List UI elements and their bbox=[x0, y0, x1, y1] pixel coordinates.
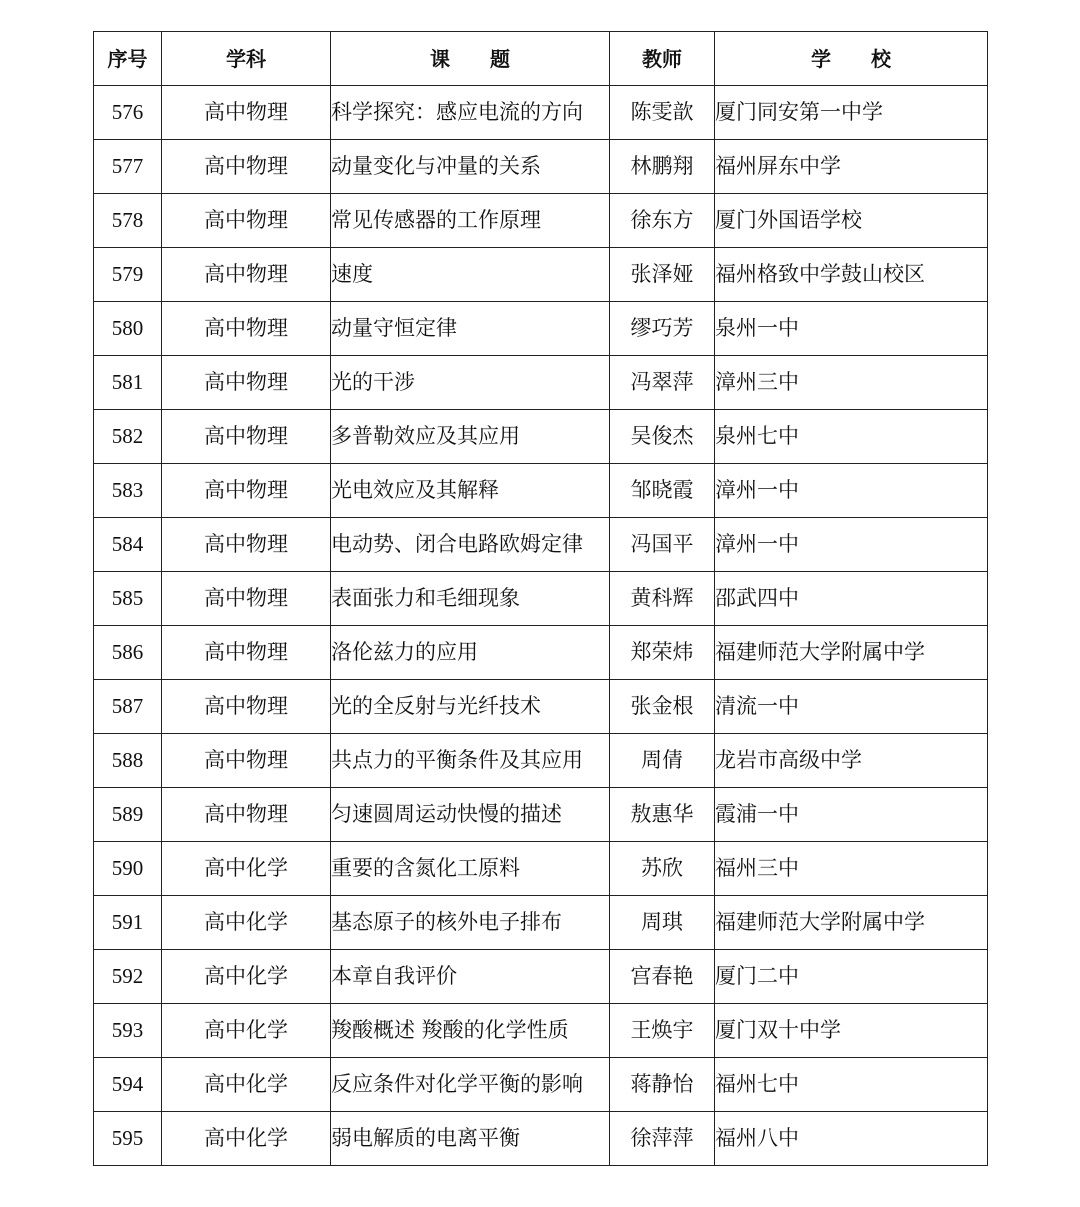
cell-teacher: 林鹏翔 bbox=[610, 140, 715, 194]
cell-school: 福州格致中学鼓山校区 bbox=[715, 248, 988, 302]
cell-teacher: 苏欣 bbox=[610, 842, 715, 896]
cell-topic: 光的全反射与光纤技术 bbox=[331, 680, 610, 734]
cell-no: 580 bbox=[94, 302, 162, 356]
cell-subject: 高中物理 bbox=[162, 572, 331, 626]
cell-topic: 常见传感器的工作原理 bbox=[331, 194, 610, 248]
cell-teacher: 邹晓霞 bbox=[610, 464, 715, 518]
cell-school: 漳州一中 bbox=[715, 518, 988, 572]
cell-topic: 动量变化与冲量的关系 bbox=[331, 140, 610, 194]
cell-teacher: 王焕宇 bbox=[610, 1004, 715, 1058]
cell-subject: 高中化学 bbox=[162, 1112, 331, 1166]
cell-topic: 表面张力和毛细现象 bbox=[331, 572, 610, 626]
table-body bbox=[94, 86, 988, 1166]
cell-subject: 高中物理 bbox=[162, 464, 331, 518]
cell-topic: 光的干涉 bbox=[331, 356, 610, 410]
cell-topic: 科学探究：感应电流的方向 bbox=[331, 86, 610, 140]
table-row bbox=[94, 356, 988, 410]
cell-subject: 高中物理 bbox=[162, 248, 331, 302]
cell-teacher: 徐东方 bbox=[610, 194, 715, 248]
cell-no: 577 bbox=[94, 140, 162, 194]
cell-topic: 羧酸概述 羧酸的化学性质 bbox=[331, 1004, 610, 1058]
cell-teacher: 缪巧芳 bbox=[610, 302, 715, 356]
cell-teacher: 冯翠萍 bbox=[610, 356, 715, 410]
cell-subject: 高中物理 bbox=[162, 788, 331, 842]
table-row bbox=[94, 410, 988, 464]
cell-no: 594 bbox=[94, 1058, 162, 1112]
cell-school: 龙岩市高级中学 bbox=[715, 734, 988, 788]
header-subject: 学科 bbox=[162, 32, 331, 86]
cell-teacher: 冯国平 bbox=[610, 518, 715, 572]
header-no: 序号 bbox=[94, 32, 162, 86]
cell-no: 589 bbox=[94, 788, 162, 842]
cell-teacher: 周倩 bbox=[610, 734, 715, 788]
table-header bbox=[94, 32, 988, 86]
cell-subject: 高中物理 bbox=[162, 194, 331, 248]
cell-subject: 高中物理 bbox=[162, 734, 331, 788]
cell-school: 福州八中 bbox=[715, 1112, 988, 1166]
cell-teacher: 吴俊杰 bbox=[610, 410, 715, 464]
cell-subject: 高中化学 bbox=[162, 950, 331, 1004]
cell-no: 593 bbox=[94, 1004, 162, 1058]
cell-teacher: 张泽娅 bbox=[610, 248, 715, 302]
cell-no: 583 bbox=[94, 464, 162, 518]
cell-school: 泉州一中 bbox=[715, 302, 988, 356]
cell-subject: 高中物理 bbox=[162, 518, 331, 572]
cell-subject: 高中物理 bbox=[162, 356, 331, 410]
cell-no: 586 bbox=[94, 626, 162, 680]
cell-no: 591 bbox=[94, 896, 162, 950]
cell-school: 厦门双十中学 bbox=[715, 1004, 988, 1058]
cell-no: 590 bbox=[94, 842, 162, 896]
cell-subject: 高中物理 bbox=[162, 680, 331, 734]
cell-school: 厦门外国语学校 bbox=[715, 194, 988, 248]
table-row bbox=[94, 1112, 988, 1166]
table-row bbox=[94, 518, 988, 572]
cell-teacher: 陈雯歆 bbox=[610, 86, 715, 140]
cell-school: 漳州三中 bbox=[715, 356, 988, 410]
cell-subject: 高中化学 bbox=[162, 1004, 331, 1058]
cell-topic: 匀速圆周运动快慢的描述 bbox=[331, 788, 610, 842]
cell-school: 福州三中 bbox=[715, 842, 988, 896]
table-row bbox=[94, 1058, 988, 1112]
cell-school: 清流一中 bbox=[715, 680, 988, 734]
cell-no: 578 bbox=[94, 194, 162, 248]
cell-school: 漳州一中 bbox=[715, 464, 988, 518]
cell-subject: 高中物理 bbox=[162, 140, 331, 194]
cell-teacher: 宫春艳 bbox=[610, 950, 715, 1004]
header-topic: 课 题 bbox=[331, 32, 610, 86]
cell-no: 582 bbox=[94, 410, 162, 464]
table-row bbox=[94, 248, 988, 302]
cell-subject: 高中物理 bbox=[162, 86, 331, 140]
cell-teacher: 周琪 bbox=[610, 896, 715, 950]
cell-topic: 电动势、闭合电路欧姆定律 bbox=[331, 518, 610, 572]
cell-no: 584 bbox=[94, 518, 162, 572]
cell-subject: 高中化学 bbox=[162, 842, 331, 896]
cell-topic: 重要的含氮化工原料 bbox=[331, 842, 610, 896]
cell-school: 福州七中 bbox=[715, 1058, 988, 1112]
table-row bbox=[94, 626, 988, 680]
cell-no: 576 bbox=[94, 86, 162, 140]
cell-no: 595 bbox=[94, 1112, 162, 1166]
cell-subject: 高中物理 bbox=[162, 410, 331, 464]
cell-subject: 高中物理 bbox=[162, 302, 331, 356]
cell-school: 厦门同安第一中学 bbox=[715, 86, 988, 140]
table-row bbox=[94, 464, 988, 518]
cell-school: 邵武四中 bbox=[715, 572, 988, 626]
cell-topic: 多普勒效应及其应用 bbox=[331, 410, 610, 464]
table-row bbox=[94, 194, 988, 248]
cell-teacher: 徐萍萍 bbox=[610, 1112, 715, 1166]
course-roster-table bbox=[93, 31, 988, 1166]
cell-topic: 洛伦兹力的应用 bbox=[331, 626, 610, 680]
cell-school: 福州屏东中学 bbox=[715, 140, 988, 194]
cell-teacher: 张金根 bbox=[610, 680, 715, 734]
cell-teacher: 蒋静怡 bbox=[610, 1058, 715, 1112]
header-row bbox=[94, 32, 988, 86]
table-row bbox=[94, 896, 988, 950]
cell-teacher: 敖惠华 bbox=[610, 788, 715, 842]
cell-topic: 共点力的平衡条件及其应用 bbox=[331, 734, 610, 788]
cell-no: 587 bbox=[94, 680, 162, 734]
table-row bbox=[94, 788, 988, 842]
cell-topic: 弱电解质的电离平衡 bbox=[331, 1112, 610, 1166]
table-row bbox=[94, 680, 988, 734]
header-teacher: 教师 bbox=[610, 32, 715, 86]
cell-subject: 高中化学 bbox=[162, 1058, 331, 1112]
cell-school: 泉州七中 bbox=[715, 410, 988, 464]
cell-no: 588 bbox=[94, 734, 162, 788]
cell-school: 福建师范大学附属中学 bbox=[715, 896, 988, 950]
table-row bbox=[94, 572, 988, 626]
table-row bbox=[94, 140, 988, 194]
cell-no: 581 bbox=[94, 356, 162, 410]
cell-topic: 本章自我评价 bbox=[331, 950, 610, 1004]
cell-school: 厦门二中 bbox=[715, 950, 988, 1004]
header-school: 学 校 bbox=[715, 32, 988, 86]
table-row bbox=[94, 86, 988, 140]
cell-topic: 动量守恒定律 bbox=[331, 302, 610, 356]
cell-school: 福建师范大学附属中学 bbox=[715, 626, 988, 680]
table-row bbox=[94, 734, 988, 788]
cell-subject: 高中化学 bbox=[162, 896, 331, 950]
table-row bbox=[94, 950, 988, 1004]
cell-no: 579 bbox=[94, 248, 162, 302]
cell-topic: 反应条件对化学平衡的影响 bbox=[331, 1058, 610, 1112]
table-row bbox=[94, 842, 988, 896]
cell-no: 592 bbox=[94, 950, 162, 1004]
cell-topic: 速度 bbox=[331, 248, 610, 302]
cell-topic: 基态原子的核外电子排布 bbox=[331, 896, 610, 950]
cell-school: 霞浦一中 bbox=[715, 788, 988, 842]
cell-no: 585 bbox=[94, 572, 162, 626]
cell-teacher: 郑荣炜 bbox=[610, 626, 715, 680]
table-row bbox=[94, 1004, 988, 1058]
cell-subject: 高中物理 bbox=[162, 626, 331, 680]
cell-topic: 光电效应及其解释 bbox=[331, 464, 610, 518]
cell-teacher: 黄科辉 bbox=[610, 572, 715, 626]
table-row bbox=[94, 302, 988, 356]
